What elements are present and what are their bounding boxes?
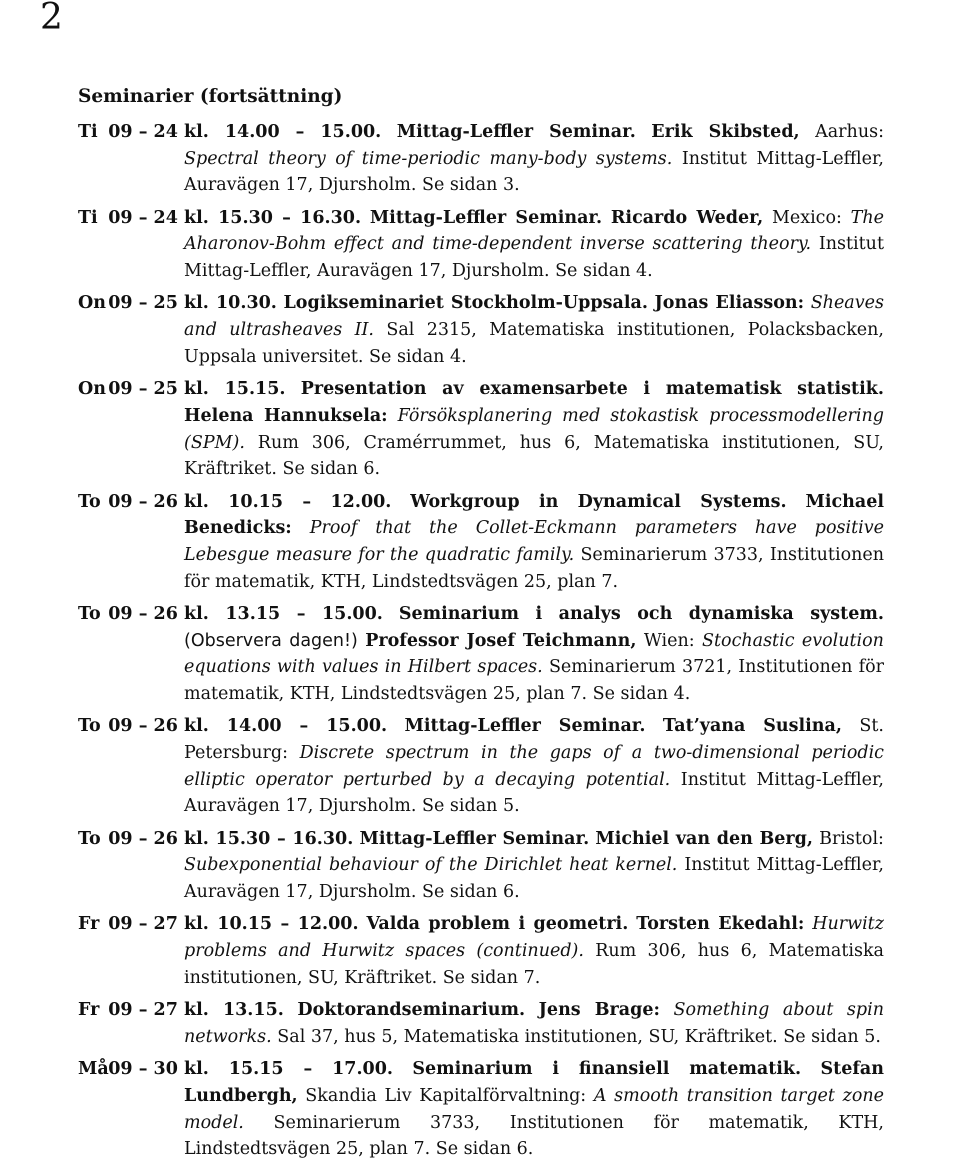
seminar-entry bbox=[78, 911, 884, 991]
entry-series: Doktorandseminarium. bbox=[297, 1000, 526, 1021]
entry-title: Subexponential behaviour of the Dirichlet heat kernel. bbox=[184, 855, 678, 876]
seminar-entry bbox=[78, 489, 884, 596]
entry-date: 09 – 25 bbox=[108, 379, 178, 400]
seminar-entry bbox=[78, 997, 884, 1050]
seminar-list bbox=[78, 119, 884, 1163]
entry-affiliation: Wien: bbox=[636, 630, 703, 651]
entry-affiliation bbox=[660, 1000, 674, 1020]
entry-location: Institut Mittag-Leffler, Auravägen 17, Djursholm. Se sidan 5. bbox=[184, 769, 884, 817]
entry-speaker: Torsten Ekedahl: bbox=[636, 914, 805, 935]
entry-speaker: Michiel van den Berg, bbox=[595, 828, 813, 849]
entry-speaker: Stefan Lundbergh, bbox=[184, 1059, 884, 1106]
entry-speaker: Michael Benedicks: bbox=[184, 491, 884, 539]
entry-date: 09 – 25 bbox=[108, 293, 178, 314]
entry-series: Seminarium i analys och dynamiska system. bbox=[398, 603, 884, 624]
entry-series: Valda problem i geometri. bbox=[366, 914, 629, 935]
seminar-entry bbox=[78, 826, 884, 906]
entry-time: kl. 10.15 – 12.00. bbox=[184, 914, 359, 935]
entry-speaker: Erik Skibsted, bbox=[651, 122, 800, 142]
entry-title: Sheaves and ultrasheaves II. bbox=[184, 293, 884, 341]
entry-series: Workgroup in Dynamical Systems. bbox=[410, 491, 787, 512]
entry-day: Ti bbox=[78, 122, 98, 142]
entry-title: Försöksplanering med stokastisk processmodellering (SPM). bbox=[184, 405, 884, 453]
entry-time: kl. 15.30 – 16.30. bbox=[184, 828, 354, 849]
entry-date: 09 – 26 bbox=[108, 716, 178, 737]
entry-day: Fr bbox=[78, 1000, 100, 1021]
entry-location: Rum 306, hus 6, Matematiska institutionen, SU, Kräftriket. Se sidan 7. bbox=[184, 941, 884, 988]
seminar-entry bbox=[78, 290, 884, 370]
entry-day: To bbox=[78, 491, 101, 512]
entry-series: Logikseminariet Stockholm-Uppsala. bbox=[283, 293, 648, 314]
entry-title: Stochastic evolution equations with values in Hilbert spaces. bbox=[184, 630, 884, 678]
entry-affiliation: St. Petersburg: bbox=[184, 716, 884, 764]
entry-title: A smooth transition target zone model. bbox=[184, 1085, 884, 1133]
entry-time: kl. 15.30 – 16.30. bbox=[184, 207, 362, 228]
entry-title: Hurwitz problems and Hurwitz spaces (continued). bbox=[184, 914, 884, 962]
entry-day: To bbox=[78, 828, 101, 849]
entry-series: Mittag-Leffler Seminar. bbox=[359, 828, 590, 849]
entry-time: kl. 15.15. bbox=[184, 379, 286, 400]
entry-day: Ti bbox=[78, 207, 98, 228]
entry-series: Mittag-Leffler Seminar. bbox=[396, 122, 636, 142]
entry-speaker: Jonas Eliasson: bbox=[654, 293, 805, 314]
entry-date: 09 – 27 bbox=[108, 1000, 178, 1021]
entry-title: The Aharonov-Bohm effect and time-dependent inverse scattering theory. bbox=[184, 207, 884, 255]
entry-title: Spectral theory of time-periodic many-body systems. bbox=[184, 148, 673, 169]
entry-day: On bbox=[78, 379, 106, 400]
entry-series: Seminarium i finansiell matematik. bbox=[412, 1059, 802, 1080]
entry-location: Sal 2315, Matematiska institutionen, Polacksbacken, Uppsala universitet. Se sidan 4. bbox=[184, 320, 884, 367]
entry-time: kl. 10.30. bbox=[184, 293, 277, 314]
entry-affiliation bbox=[804, 293, 811, 313]
entry-affiliation: Bristol: bbox=[812, 828, 884, 849]
entry-title: Proof that the Collet-Eckmann parameters have positive Lebesgue measure for the quadratic family. bbox=[184, 518, 884, 565]
entry-note: (Observera dagen!) bbox=[184, 630, 358, 651]
entry-day: To bbox=[78, 603, 101, 624]
entry-date: 09 – 26 bbox=[108, 491, 178, 512]
entry-time: kl. 10.15 – 12.00. bbox=[184, 491, 392, 512]
entry-title: Something about spin networks. bbox=[184, 1000, 884, 1047]
section-heading: Seminarier (fortsättning) bbox=[78, 86, 343, 107]
seminar-entry bbox=[78, 376, 884, 483]
entry-time: kl. 15.15 – 17.00. bbox=[184, 1059, 393, 1080]
seminar-entry bbox=[78, 205, 884, 285]
seminar-entry bbox=[78, 119, 884, 199]
entry-time: kl. 14.00 – 15.00. bbox=[184, 122, 382, 142]
entry-affiliation bbox=[292, 518, 310, 538]
entry-affiliation: Aarhus: bbox=[799, 122, 884, 142]
entry-speaker: Ricardo Weder, bbox=[610, 207, 764, 228]
seminar-entry bbox=[78, 601, 884, 708]
entry-date: 09 – 26 bbox=[108, 828, 178, 849]
entry-speaker: Helena Hannuksela: bbox=[184, 405, 388, 426]
entry-date: 09 – 24 bbox=[108, 122, 178, 142]
page-number: 2 bbox=[40, 0, 63, 38]
entry-affiliation: Mexico: bbox=[763, 207, 851, 228]
entry-affiliation: Skandia Liv Kapitalförvaltning: bbox=[297, 1085, 594, 1106]
entry-day: On bbox=[78, 293, 106, 314]
seminar-entry bbox=[78, 713, 884, 820]
entry-series: Mittag-Leffler Seminar. bbox=[404, 716, 646, 737]
entry-location: Seminarierum 3733, Institutionen för matematik, KTH, Lindstedtsvägen 25, plan 7. bbox=[184, 544, 884, 592]
entry-date: 09 – 27 bbox=[108, 914, 178, 935]
entry-day: Fr bbox=[78, 914, 100, 935]
entry-speaker: Professor Josef Teichmann, bbox=[365, 630, 637, 651]
entry-time: kl. 14.00 – 15.00. bbox=[184, 716, 388, 737]
entry-date: 09 – 24 bbox=[108, 207, 178, 228]
entry-location: Institut Mittag-Leffler, Auravägen 17, Djursholm. Se sidan 4. bbox=[184, 234, 884, 282]
entry-title: Discrete spectrum in the gaps of a two-dimensional periodic elliptic operator perturbed by a decaying potential. bbox=[184, 743, 884, 790]
entry-day: Må bbox=[78, 1059, 109, 1080]
entry-date: 09 – 26 bbox=[108, 603, 178, 624]
entry-location: Rum 306, Cramérrummet, hus 6, Matematiska institutionen, SU, Kräftriket. Se sidan 6. bbox=[184, 432, 884, 480]
seminar-entry bbox=[78, 1056, 884, 1163]
entry-time: kl. 13.15 – 15.00. bbox=[184, 603, 383, 624]
entry-day: To bbox=[78, 716, 101, 737]
entry-time: kl. 13.15. bbox=[184, 1000, 284, 1021]
entry-speaker: Tat’yana Suslina, bbox=[662, 716, 842, 737]
entry-affiliation bbox=[388, 406, 398, 426]
entry-series: Presentation av examensarbete i matematisk statistik. bbox=[300, 379, 884, 400]
entry-location: Institut Mittag-Leffler, Auravägen 17, Djursholm. Se sidan 3. bbox=[184, 148, 884, 196]
entry-series: Mittag-Leffler Seminar. bbox=[369, 207, 603, 228]
entry-date: 09 – 30 bbox=[108, 1059, 178, 1080]
entry-location: Institut Mittag-Leffler, Auravägen 17, Djursholm. Se sidan 6. bbox=[184, 855, 884, 903]
entry-location: Seminarierum 3721, Institutionen för matematik, KTH, Lindstedtsvägen 25, plan 7. Se sidan 4. bbox=[184, 657, 884, 705]
entry-location: Sal 37, hus 5, Matematiska institutionen, SU, Kräftriket. Se sidan 5. bbox=[271, 1026, 881, 1047]
entry-speaker: Jens Brage: bbox=[538, 1000, 660, 1021]
entry-location: Seminarierum 3733, Institutionen för matematik, KTH, Lindstedtsvägen 25, plan 7. Se sidan 6. bbox=[184, 1112, 884, 1160]
